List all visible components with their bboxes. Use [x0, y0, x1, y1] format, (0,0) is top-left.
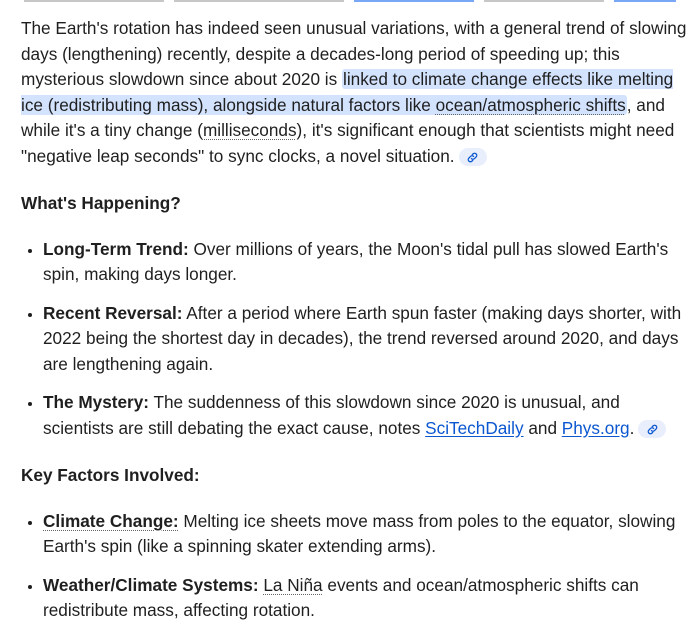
- list-item: • Climate Change: Melting ice sheets move mass from poles to the equator, slowing Earth's spin (like a spinning skater extending arms).: [43, 509, 689, 560]
- link-icon: [646, 423, 659, 436]
- intro-paragraph: The Earth's rotation has indeed seen unusual variations, with a general trend of slowing days (lengthening) recently, despite a decades-long period of speeding up; this mysterious slowdown since about 2020 is linked to climate change effects like melting ice (redistributing mass), alongside natural factors like ocean/atmospheric shifts, and while it's a tiny change (milliseconds), it's significant enough that scientists might need "negative leap seconds" to sync clocks, a novel situation.: [21, 18, 687, 166]
- list-item: • Weather/Climate Systems: La Niña events and ocean/atmospheric shifts can redistribute mass, affecting rotation.: [43, 573, 689, 624]
- highlighted-claim[interactable]: linked to climate change effects like melting ice (redistributing mass), alongside natural factors like ocean/atmospheric shifts: [21, 69, 674, 115]
- term-milliseconds[interactable]: milliseconds: [202, 120, 297, 140]
- link-phys-org[interactable]: Phys.org: [561, 417, 630, 438]
- response-content: [21, 16, 689, 637]
- section-heading-key-factors: Key Factors Involved:: [21, 465, 200, 485]
- section-heading-whats-happening: What's Happening?: [21, 193, 181, 213]
- top-divider: [24, 0, 676, 2]
- key-factors-list: [21, 509, 689, 624]
- whats-happening-list: [21, 237, 689, 442]
- term-climate-change[interactable]: Climate Change:: [43, 510, 179, 531]
- list-item: • Recent Reversal: After a period where Earth spun faster (making days shorter, with 2022 being the shortest day in decades), the trend reversed around 2020, and days are lengthening again.: [43, 301, 689, 378]
- link-scitechdaily[interactable]: SciTechDaily: [425, 417, 524, 438]
- list-item: • Long-Term Trend: Over millions of years, the Moon's tidal pull has slowed Earth's spin, making days longer.: [43, 237, 689, 288]
- source-chip[interactable]: [638, 420, 666, 438]
- term-la-nina[interactable]: La Niña: [263, 574, 323, 595]
- link-icon: [466, 151, 479, 164]
- source-chip[interactable]: [459, 148, 487, 166]
- term-ocean-atmospheric-shifts[interactable]: ocean/atmospheric shifts: [435, 94, 626, 115]
- list-item: • The Mystery: The suddenness of this slowdown since 2020 is unusual, and scientists are still debating the exact cause, notes SciTechDaily and Phys.org.: [43, 390, 689, 441]
